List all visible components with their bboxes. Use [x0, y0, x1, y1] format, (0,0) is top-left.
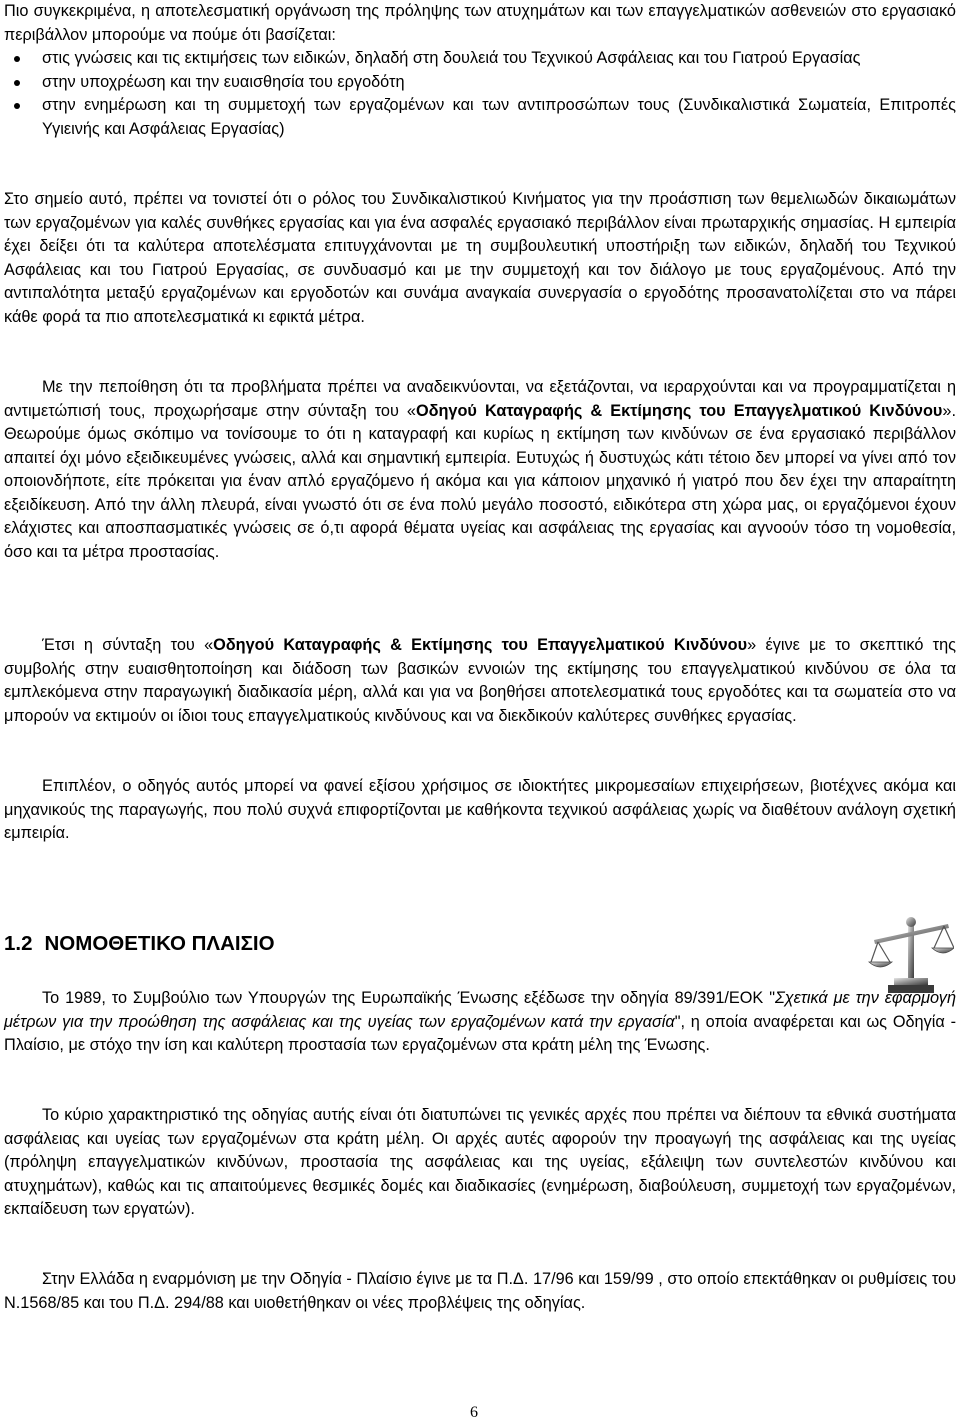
thus-text-after: » έγινε με το σκεπτικό της συμβολής στην ευαισθητοποίηση και διάδοση των βασικών εννοιών της εκτίμησης του επαγγελματικού κινδύνου σε όλα τα εμπλεκόμενα στην παραγωγική διαδικασία μέρη, αλλά και για να βοηθήσει αποτελεσματικά τους εργοδότες και τα σωματεία στο να μπορούν να εκτιμούν οι ίδιοι τους επαγγελματικούς κινδύνους και να διεκδικούν καλύτερες συνθήκες εργασίας. — [4, 636, 956, 725]
bullet-icon — [14, 80, 20, 86]
section-number: 1.2 — [4, 932, 33, 955]
intro-paragraph: Πιο συγκεκριμένα, η αποτελεσματική οργάνωση της πρόληψης των ατυχημάτων και των επαγγελματικών ασθενειών στο εργασιακό περιβάλλον μπορούμε να πούμε ότι βασίζεται: — [4, 2, 956, 44]
eu-text-after: ", η οποία αναφέρεται και ως Οδηγία - Πλαίσιο, με στόχο την ίση και καλύτερη προστασία των εργαζομένων στα κράτη μέλη της Ένωσης. — [4, 1012, 956, 1054]
list-item-text: στις γνώσεις και τις εκτιμήσεις των ειδικών, δηλαδή στη δουλειά του Τεχνικού Ασφάλειας και του Γιατρού Εργασίας — [42, 49, 861, 67]
eu-text-before: Το 1989, το Συμβούλιο των Υπουργών της Ευρωπαϊκής Ένωσης εξέδωσε την οδηγία 89/391/ΕΟΚ " — [42, 989, 775, 1007]
eu-1989-paragraph — [4, 987, 956, 1058]
eu-directive-title: Σχετικά με την εφαρμογή μέτρων για την προώθηση της ασφάλειας και της υγείας των εργαζομένων κατά την εργασία — [4, 989, 956, 1031]
bullet-list — [4, 47, 956, 141]
guide-text-before: Με την πεποίθηση ότι τα προβλήματα πρέπει να αναδεικνύονται, να εξετάζονται, να ιεραρχούνται και να προγραμματίζεται η αντιμετώπισή τους, προχωρήσαμε στην σύνταξη του « — [4, 378, 956, 420]
list-item — [4, 71, 956, 95]
thus-paragraph — [4, 634, 956, 728]
list-item — [4, 94, 956, 141]
list-item — [4, 47, 956, 71]
guide-text-after: ». Θεωρούμε όμως σκόπιμο να τονίσουμε το ότι η καταγραφή και κυρίως η εκτίμηση των κινδύνων σε ένα εργασιακό περιβάλλον απαιτεί όχι μόνο εξειδικευμένες γνώσεις, αλλά και σημαντική εμπειρία. Ευτυχώς ή δυστυχώς κάτι τέτοιο δεν μπορεί να γίνει από τον οποιονδήποτε, είτε πρόκειται για έναν απλό εργαζόμενο ή ακόμα και για κάποιον μηχανικό ή γιατρό που δεν έχει την απαραίτητη εξειδίκευση. Από την άλλη πλευρά, είναι γνωστό ότι σε ένα πολύ μεγάλο ποσοστό, ειδικότερα στη χώρα μας, οι εργαζόμενοι έχουν ελάχιστες και αποσπασματικές γνώσεις σε ό,τι αφορά θέματα υγείας και ασφάλειας της εργασίας και αγνοούν τόσο τη νομοθεσία, όσο και τα μέτρα προστασίας. — [4, 401, 956, 561]
scales-of-justice-icon — [868, 910, 954, 994]
section-title: ΝΟΜΟΘΕΤΙΚΟ ΠΛΑΙΣΙΟ — [44, 932, 275, 955]
guide-title-bold: Οδηγού Καταγραφής & Εκτίμησης του Επαγγελματικού Κινδύνου — [415, 401, 943, 420]
thus-text-before: Έτσι η σύνταξη του « — [42, 636, 214, 654]
list-item-text: στην ενημέρωση και τη συμμετοχή των εργαζομένων και των αντιπροσώπων τους (Συνδικαλιστικά Σωματεία, Επιτροπές Υγιεινής και Ασφάλειας Εργασίας) — [42, 96, 956, 138]
union-paragraph: Στο σημείο αυτό, πρέπει να τονιστεί ότι ο ρόλος του Συνδικαλιστικού Κινήματος για την προάσπιση των θεμελιωδών δικαιωμάτων των εργαζομένων για καλές συνθήκες εργασίας και για ένα ασφαλές εργασιακό περιβάλλον είναι πρωταρχικής σημασίας. Η εμπειρία έχει δείξει ότι τα καλύτερα αποτελέσματα επιτυγχάνονται με τη συμβουλευτική υποστήριξη των ειδικών, δηλαδή του Τεχνικού Ασφάλειας και του Γιατρού Εργασίας, σε συνδυασμό και με την συμμετοχή και τον διάλογο με τους εργαζομένους. Από την αντιπαλότητα μεταξύ εργαζομένων και εργοδοτών και συνάμα αναγκαία συνεργασία ο εργοδότης προσανατολίζεται στο να πάρει κάθε φορά τα πιο αποτελεσματικά κι εφικτά μέτρα. — [4, 190, 956, 326]
bullet-icon — [14, 56, 20, 62]
bullet-icon — [14, 103, 20, 109]
main-feature-paragraph: Το κύριο χαρακτηριστικό της οδηγίας αυτής είναι ότι διατυπώνει τις γενικές αρχές που πρέπει να διέπουν τα εθνικά συστήματα ασφάλειας και υγείας των εργαζομένων στα κράτη μέλη. Οι αρχές αυτές αφορούν την προαγωγή της ασφάλειας και της υγείας (πρόληψη επαγγελματικών κινδύνων, προστασία της ασφάλειας και της υγείας, εξάλειψη των συντελεστών κινδύνου και ατυχημάτων), καθώς και τις απαιτούμενες θεσμικές δομές και διαδικασίες (ενημέρωση, διαβούλευση, συμμετοχή των εργαζομένων, εκπαίδευση των εργατών). — [4, 1106, 956, 1218]
thus-title-bold: Οδηγού Καταγραφής & Εκτίμησης του Επαγγελματικού Κινδύνου — [213, 636, 748, 654]
page-number: 6 — [470, 1404, 478, 1421]
greece-paragraph: Στην Ελλάδα η εναρμόνιση με την Οδηγία - Πλαίσιο έγινε με τα Π.Δ. 17/96 και 159/99 , στο οποίο επεκτάθηκαν οι ρυθμίσεις του Ν.1568/85 και του Π.Δ. 294/88 και υιοθετήθηκαν οι νέες προβλέψεις της οδηγίας. — [4, 1270, 956, 1312]
list-item-text: στην υποχρέωση και την ευαισθησία του εργοδότη — [42, 72, 405, 91]
section-heading — [4, 930, 275, 958]
also-paragraph: Επιπλέον, ο οδηγός αυτός μπορεί να φανεί εξίσου χρήσιμος σε ιδιοκτήτες μικρομεσαίων επιχειρήσεων, βιοτέχνες ακόμα και μηχανικούς της παραγωγής, που πολύ συχνά επιφορτίζονται με καθήκοντα τεχνικού ασφάλειας χωρίς να διαθέτουν ανάλογη σχετική εμπειρία. — [4, 777, 956, 842]
guide-paragraph — [4, 376, 956, 564]
